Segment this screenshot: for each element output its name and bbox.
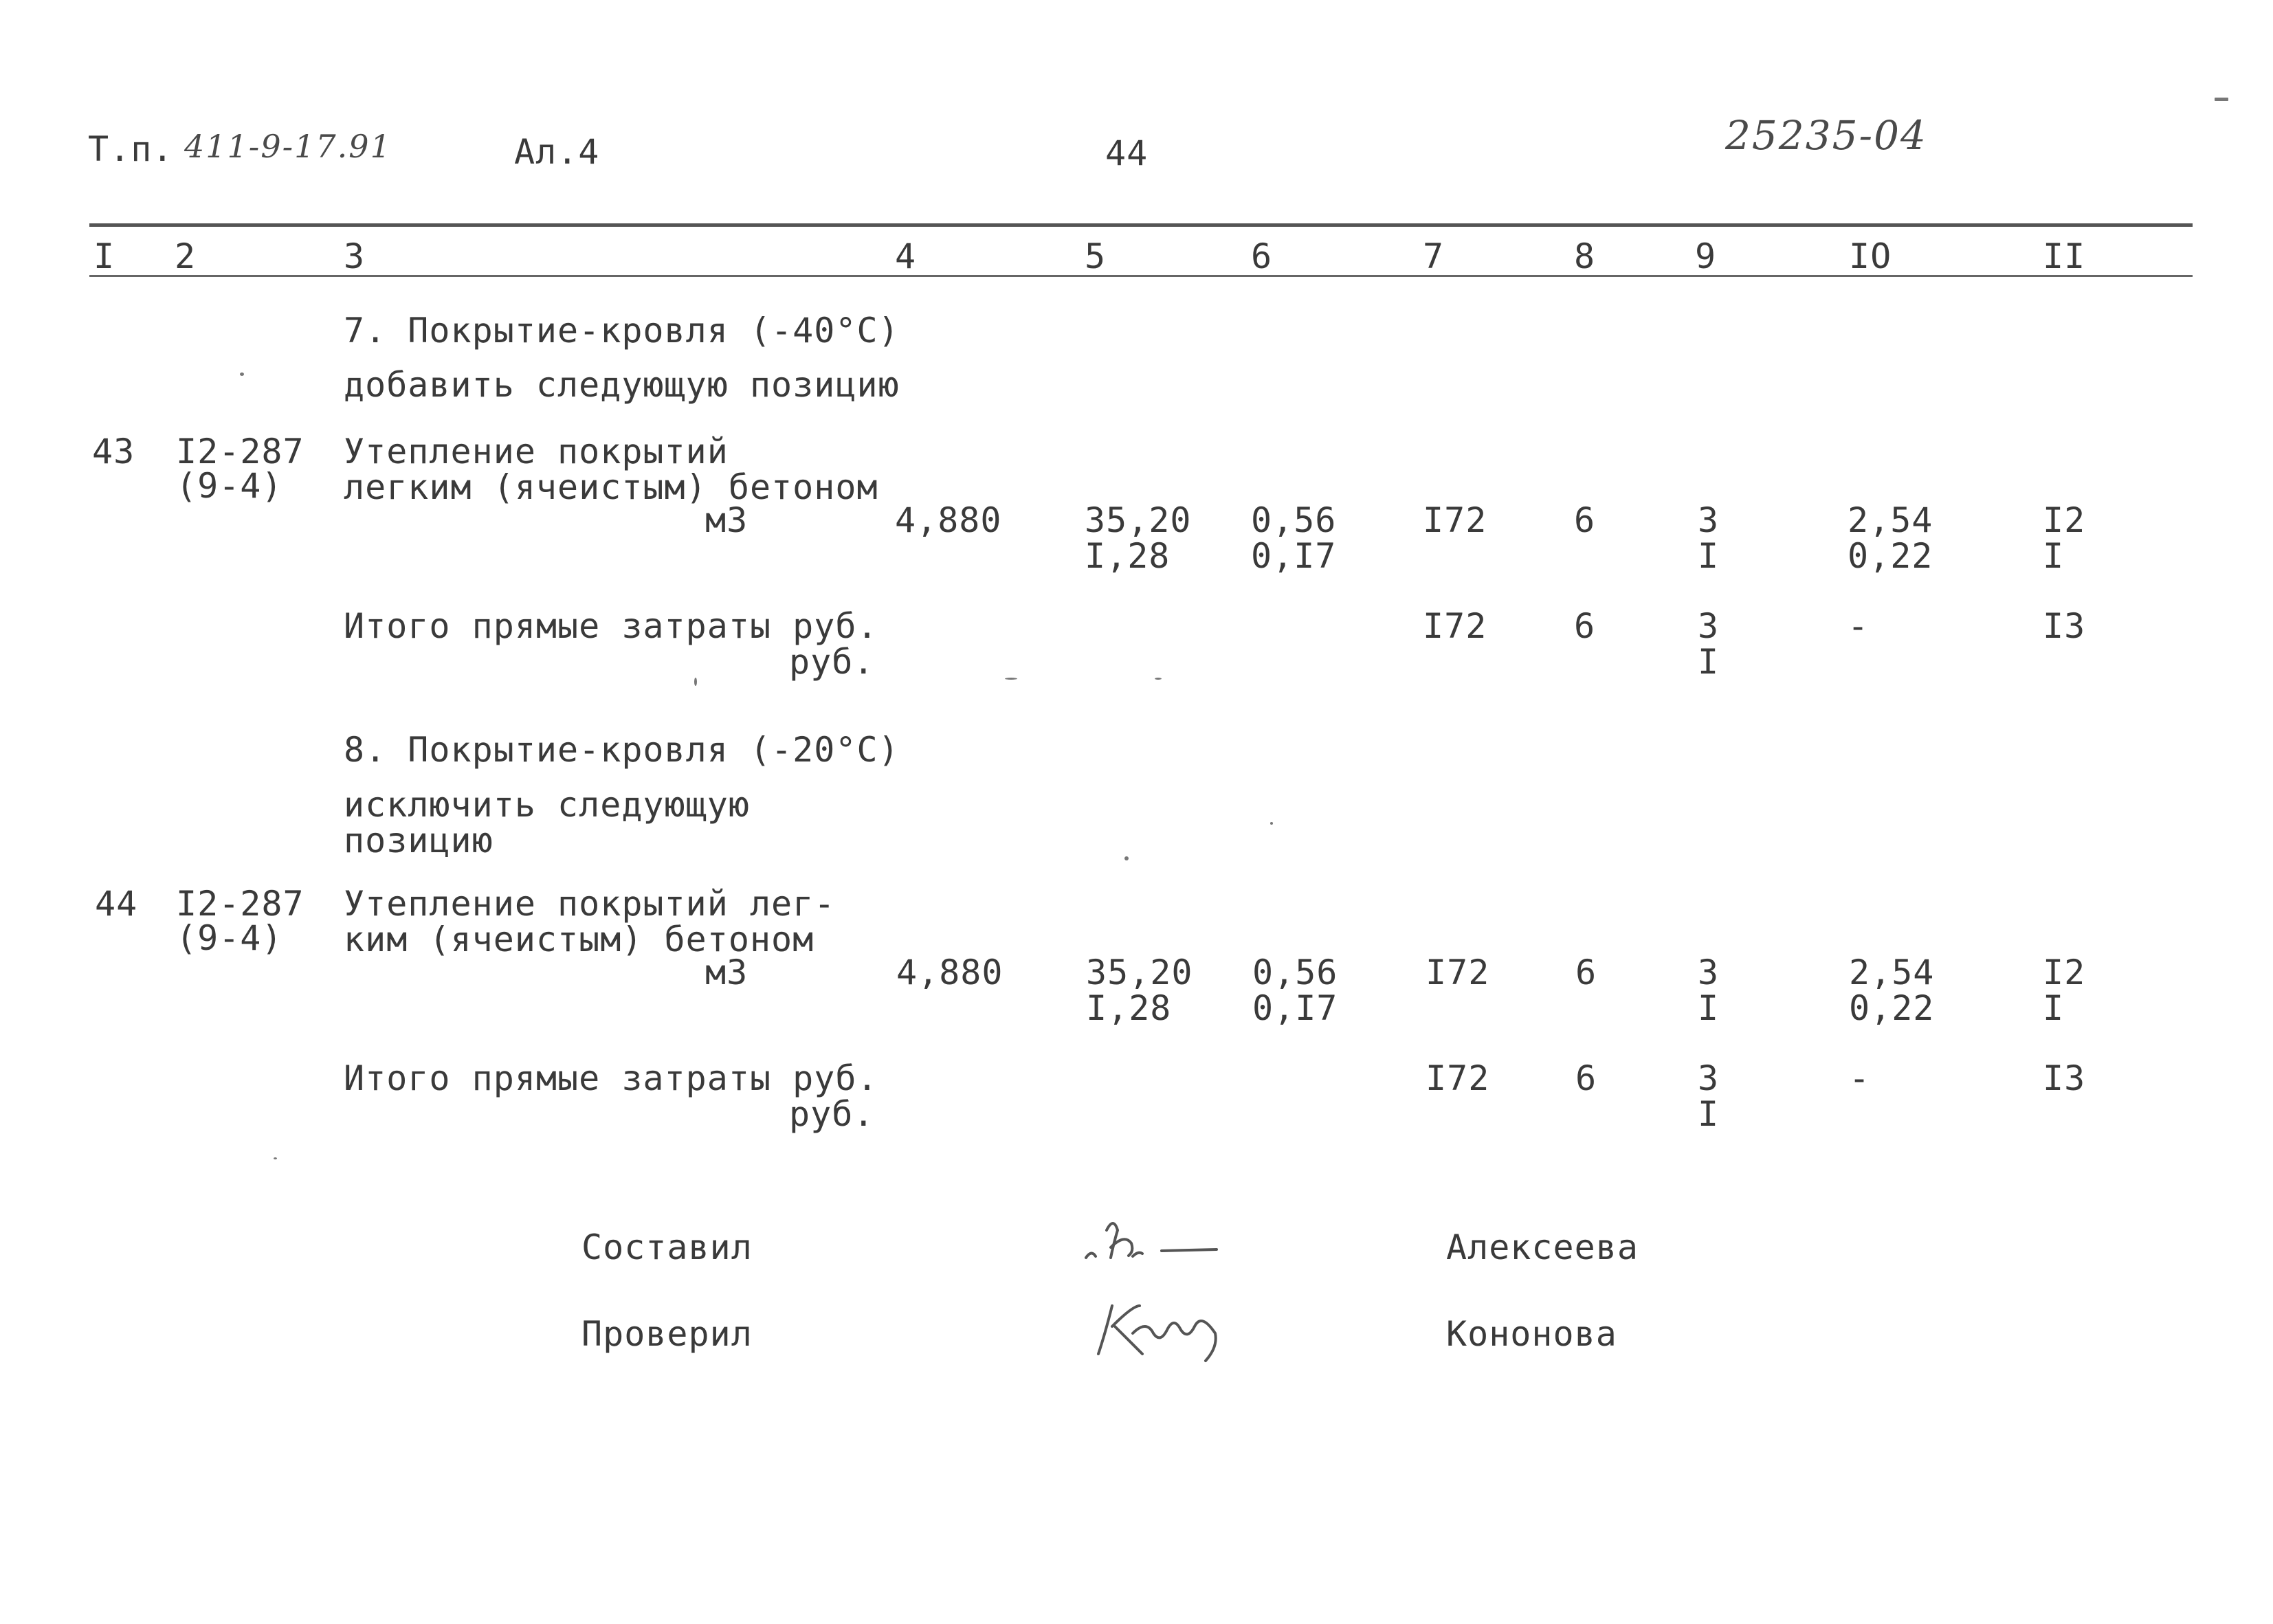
total-43-col9-bottom: I [1698, 642, 1720, 682]
total-44-label: Итого прямые затраты руб. [344, 1058, 878, 1098]
total-43-col9-top: 3 [1698, 606, 1720, 646]
item-43-col10-bottom: 0,22 [1848, 536, 1933, 576]
page-number: 44 [1105, 133, 1149, 173]
total-44-col9-top: 3 [1698, 1058, 1720, 1098]
col-header-11: II [2043, 236, 2086, 276]
total-44-col9-bottom: I [1698, 1094, 1720, 1134]
total-43-label2: руб. [789, 642, 875, 682]
item-43-col9-bottom: I [1698, 536, 1720, 576]
total-44-label2: руб. [789, 1094, 875, 1134]
item-44-col9-bottom: I [1698, 988, 1720, 1028]
col-header-2: 2 [175, 236, 197, 276]
total-44-col11: I3 [2043, 1058, 2086, 1098]
section-7-subtitle: добавить следующую позицию [344, 365, 900, 405]
item-43-col6-top: 0,56 [1251, 500, 1337, 540]
item-44-number: 44 [95, 884, 138, 924]
item-44-col11-bottom: I [2043, 988, 2065, 1028]
total-44-col7: I72 [1426, 1058, 1490, 1098]
total-43-col7: I72 [1423, 606, 1487, 646]
compiled-signature [1079, 1210, 1244, 1278]
item-44-code-sub: (9-4) [176, 918, 283, 958]
item-43-code-sub: (9-4) [176, 466, 283, 506]
margin-mark [2215, 98, 2228, 101]
item-43-col5-bottom: I,28 [1085, 536, 1171, 576]
col-header-5: 5 [1085, 236, 1107, 276]
item-44-col10-bottom: 0,22 [1849, 988, 1935, 1028]
total-44-col10: - [1849, 1058, 1871, 1098]
item-44-unit: м3 [705, 953, 749, 992]
col-header-8: 8 [1574, 236, 1596, 276]
item-44-col7: I72 [1426, 953, 1490, 992]
item-43-qty: 4,880 [895, 500, 1002, 540]
item-43-unit: м3 [705, 500, 749, 540]
item-44-code: I2-287 [176, 884, 304, 924]
item-44-col6-bottom: 0,I7 [1252, 988, 1338, 1028]
tp-number: 411-9-17.91 [184, 128, 392, 165]
col-header-4: 4 [895, 236, 917, 276]
section-8-title: 8. Покрытие-кровля (-20°С) [344, 730, 900, 770]
col-header-10: IO [1849, 236, 1892, 276]
item-43-col9-top: 3 [1698, 500, 1720, 540]
item-43-col5-top: 35,20 [1085, 500, 1192, 540]
total-43-label: Итого прямые затраты руб. [344, 606, 878, 646]
total-44-col8: 6 [1575, 1058, 1597, 1098]
col-header-6: 6 [1251, 236, 1273, 276]
item-43-col8: 6 [1574, 500, 1596, 540]
section-8-subtitle-line2: позицию [344, 821, 494, 860]
item-44-desc-line2: ким (ячеистым) бетоном [344, 920, 814, 959]
item-44-desc-line1: Утепление покрытий лег- [344, 884, 836, 924]
item-44-col11-top: I2 [2043, 953, 2086, 992]
item-43-col7: I72 [1423, 500, 1487, 540]
col-header-3: 3 [344, 236, 366, 276]
item-43-col11-top: I2 [2043, 500, 2086, 540]
item-43-desc-line2: легким (ячеистым) бетоном [344, 467, 878, 507]
compiled-by-label: Составил [581, 1227, 753, 1267]
section-8-subtitle-line1: исключить следующую [344, 785, 750, 825]
item-43-col11-bottom: I [2043, 536, 2065, 576]
item-43-desc-line1: Утепление покрытий [344, 432, 729, 471]
item-44-col5-top: 35,20 [1086, 953, 1193, 992]
item-44-col9-top: 3 [1698, 953, 1720, 992]
item-43-code: I2-287 [176, 432, 304, 471]
item-44-col10-top: 2,54 [1849, 953, 1935, 992]
item-44-col8: 6 [1575, 953, 1597, 992]
item-44-qty: 4,880 [896, 953, 1004, 992]
doc-code: 25235-04 [1725, 112, 1927, 159]
col-header-9: 9 [1695, 236, 1717, 276]
section-7-title: 7. Покрытие-кровля (-40°С) [344, 311, 900, 351]
col-header-7: 7 [1423, 236, 1445, 276]
item-43-col10-top: 2,54 [1848, 500, 1933, 540]
header-rule-top [89, 223, 2193, 227]
checked-by-name: Кононова [1446, 1314, 1617, 1354]
total-43-col10: - [1848, 606, 1870, 646]
compiled-by-name: Алексеева [1446, 1227, 1639, 1267]
tp-prefix: Т.п. [88, 129, 174, 169]
total-43-col8: 6 [1574, 606, 1596, 646]
item-43-number: 43 [92, 432, 135, 471]
total-43-col11: I3 [2043, 606, 2086, 646]
album-label: Ал.4 [514, 132, 600, 172]
col-header-1: I [93, 236, 115, 276]
item-44-col6-top: 0,56 [1252, 953, 1338, 992]
checked-signature [1091, 1292, 1270, 1368]
checked-by-label: Проверил [581, 1314, 753, 1354]
item-44-col5-bottom: I,28 [1086, 988, 1172, 1028]
item-43-col6-bottom: 0,I7 [1251, 536, 1337, 576]
